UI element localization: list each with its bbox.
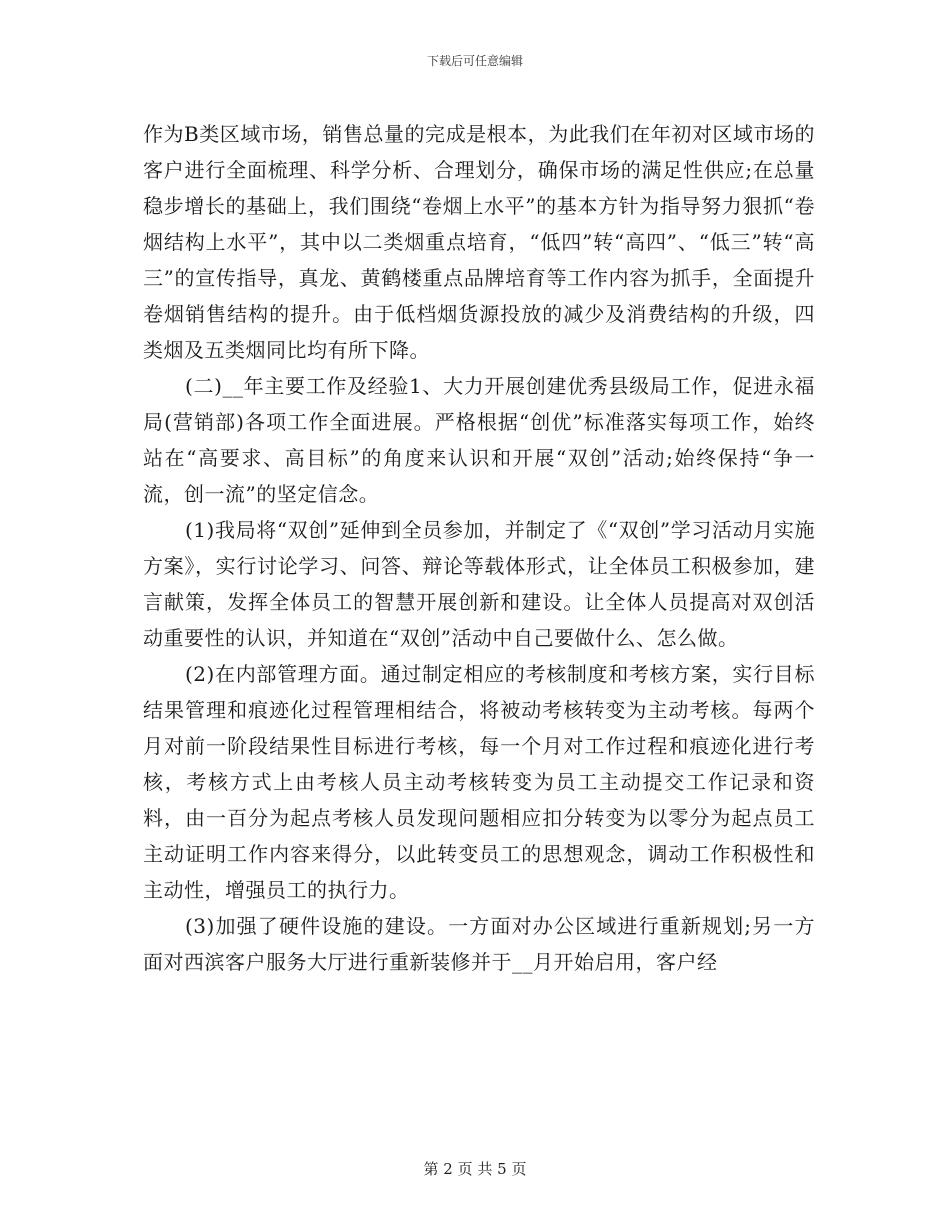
paragraph-item-1: (1)我局将“双创”延伸到全员参加，并制定了《“双创”学习活动月实施方案》，实行讨论学习、问答、辩论等载体形式，让全体员工积极参加，建言献策，发挥全体员工的智慧开展创新和建设。让全体人员提高对双创活动重要性的认识，并知道在“双创”活动中自己要做什么、怎么做。 [143,518,815,650]
paragraph-sales-structure: 作为B类区域市场，销售总量的完成是根本，为此我们在年初对区域市场的客户进行全面梳理、科学分析、合理划分，确保市场的满足性供应;在总量稳步增长的基础上，我们围绕“卷烟上水平”的基本方针为指导努力狠抓“卷烟结构上水平”，其中以二类烟重点培育，“低四”转“高四”、“低三”转“高三”的宣传指导，真龙、黄鹤楼重点品牌培育等工作内容为抓手，全面提升卷烟销售结构的提升。由于低档烟货源投放的减少及消费结构的升级，四类烟及五类烟同比均有所下降。 [143,122,815,362]
page-number: 第 2 页 共 5 页 [423,1160,527,1178]
paragraph-item-3: (3)加强了硬件设施的建设。一方面对办公区域进行重新规划;另一方面对西滨客户服务大厅进行重新装修并于__月开始启用，客户经 [143,914,815,974]
paragraph-main-work: (二)__年主要工作及经验1、大力开展创建优秀县级局工作，促进永福局(营销部)各项工作全面进展。严格根据“创优”标准落实每项工作，始终站在“高要求、高目标”的角度来认识和开展“双创”活动;始终保持“争一流，创一流”的坚定信念。 [143,374,815,506]
document-body [143,116,815,980]
paragraph-item-2: (2)在内部管理方面。通过制定相应的考核制度和考核方案，实行目标结果管理和痕迹化过程管理相结合，将被动考核转变为主动考核。每两个月对前一阶段结果性目标进行考核，每一个月对工作过程和痕迹化进行考核，考核方式上由考核人员主动考核转变为员工主动提交工作记录和资料，由一百分为起点考核人员发现问题相应扣分转变为以零分为起点员工主动证明工作内容来得分，以此转变员工的思想观念，调动工作积极性和主动性，增强员工的执行力。 [143,662,815,902]
header-note: 下载后可任意编辑 [426,54,523,68]
